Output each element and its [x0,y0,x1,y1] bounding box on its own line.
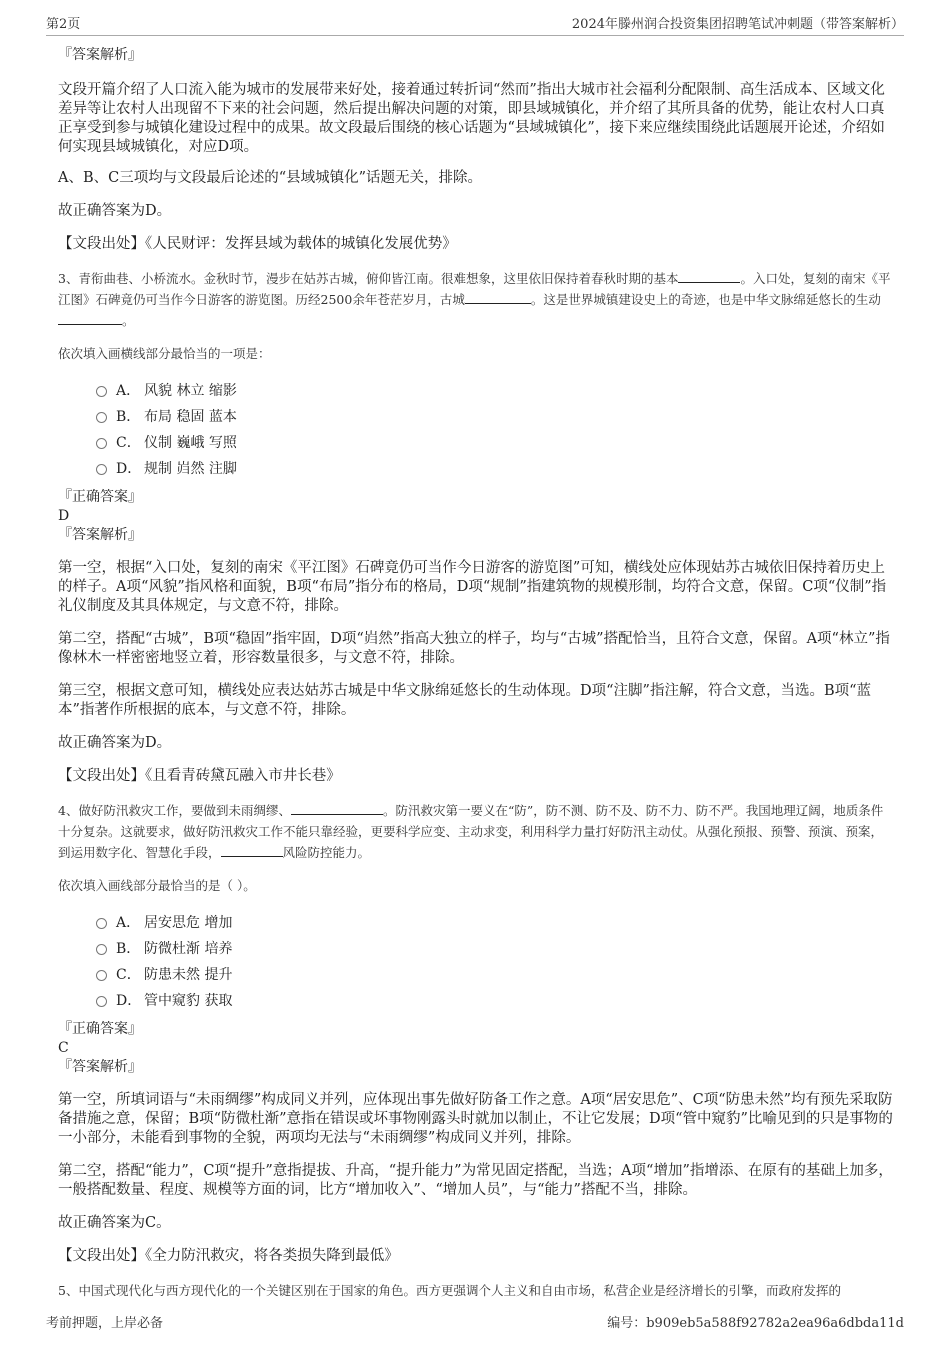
analysis-paragraph: 文段开篇介绍了人口流入能为城市的发展带来好处，接着通过转折词“然而”指出大城市社会福利分配限制、高生活成本、区域文化差异等让农村人出现留不下来的社会问题，然后提出解决问题的对策，即县域城镇化，并介绍了其所具备的优势，能让农村人口真正享受到参与城镇化建设过程中的成果。故文段最后围绕的核心话题为“县域城镇化”，接下来应继续围绕此话题展开论述，介绍如何实现县域城镇化，对应D项。 [58,82,885,155]
option-b[interactable]: B． 布局 稳固 蓝本 [96,404,894,430]
analysis-label: 『答案解析』 [58,527,142,543]
analysis-paragraph: A、B、C三项均与文段最后论述的“县域城镇化”话题无关，排除。 [58,170,483,186]
document-body [58,46,894,1301]
correct-answer-statement: 故正确答案为C。 [58,1215,171,1231]
document-title: 2024年滕州润合投资集团招聘笔试冲刺题（带答案解析） [571,17,904,32]
analysis-paragraph: 第二空，搭配“能力”，C项“提升”意指提拔、升高，“提升能力”为常见固定搭配，当选；A项“增加”指增添、在原有的基础上加多，一般搭配数量、程度、规模等方面的词，比方“增加收入”、“增加人员”，与“能力”搭配不当，排除。 [58,1163,893,1198]
analysis-paragraph: 第二空，搭配“古城”，B项“稳固”指牢固，D项“岿然”指高大独立的样子，均与“古城”搭配恰当，且符合文意，保留。A项“林立”指像林木一样密密地竖立着，形容数量很多，与文意不符，排除。 [58,631,890,666]
page-number: 第2页 [46,17,81,32]
radio-icon[interactable] [96,918,107,929]
correct-answer-statement: 故正确答案为D。 [58,735,172,751]
page-footer [46,1312,904,1331]
footer-slogan: 考前押题，上岸必备 [46,1316,164,1331]
option-c[interactable]: C． 仪制 巍峨 写照 [96,430,894,456]
fill-blank [291,802,383,815]
option-b[interactable]: B． 防微杜渐 培养 [96,936,894,962]
question-3-options [58,378,894,482]
correct-answer-label: 『正确答案』 [58,489,142,505]
source-citation: 【文段出处】《全力防汛救灾，将各类损失降到最低》 [58,1248,399,1264]
analysis-label: 『答案解析』 [58,47,142,63]
radio-icon[interactable] [96,944,107,955]
source-citation: 【文段出处】《且看青砖黛瓦融入市井长巷》 [58,768,341,784]
option-a[interactable]: A． 居安思危 增加 [96,910,894,936]
radio-icon[interactable] [96,412,107,423]
radio-icon[interactable] [96,386,107,397]
question-4-prompt: 依次填入画线部分最恰当的是（ ）。 [58,878,256,893]
correct-answer-value: C [58,1040,69,1056]
radio-icon[interactable] [96,996,107,1007]
question-3-prompt: 依次填入画横线部分最恰当的一项是： [58,346,271,361]
question-4-options [58,910,894,1014]
correct-answer-statement: 故正确答案为D。 [58,203,172,219]
analysis-label: 『答案解析』 [58,1059,142,1075]
fill-blank [221,844,283,857]
analysis-paragraph: 第一空，所填词语与“未雨绸缪”构成同义并列，应体现出事先做好防备工作之意。A项“居安思危”、C项“防患未然”均有预先采取防备措施之意，保留；B项“防微杜渐”意指在错误或坏事物刚露头时就加以制止，不让它发展；D项“管中窥豹”比喻见到的只是事物的一小部分，未能看到事物的全貌，两项均无法与“未雨绸缪”构成同义并列，排除。 [58,1092,893,1146]
correct-answer-value: D [58,508,70,524]
fill-blank [465,291,531,304]
source-citation: 【文段出处】《人民财评：发挥县域为载体的城镇化发展优势》 [58,236,457,252]
page-header [46,12,904,36]
radio-icon[interactable] [96,464,107,475]
option-d[interactable]: D． 规制 岿然 注脚 [96,456,894,482]
analysis-paragraph: 第一空，根据“入口处，复刻的南宋《平江图》石碑竟仍可当作今日游客的游览图”可知，横线处应体现姑苏古城依旧保持着历史上的样子。A项“风貌”指风格和面貌，B项“布局”指分布的格局，D项“规制”指建筑物的规模形制，均符合文意，保留。C项“仪制”指礼仪制度及其具体规定，与文意不符，排除。 [58,560,887,614]
fill-blank [58,312,122,325]
radio-icon[interactable] [96,438,107,449]
question-5-stem: 5、中国式现代化与西方现代化的一个关键区别在于国家的角色。西方更强调个人主义和自由市场，私营企业是经济增长的引擎，而政府发挥的 [58,1283,841,1298]
radio-icon[interactable] [96,970,107,981]
document-id: 编号：b909eb5a588f92782a2ea96a6dbda11d [607,1316,904,1331]
fill-blank [678,270,740,283]
correct-answer-label: 『正确答案』 [58,1021,142,1037]
option-c[interactable]: C． 防患未然 提升 [96,962,894,988]
option-d[interactable]: D． 管中窥豹 获取 [96,988,894,1014]
analysis-paragraph: 第三空，根据文意可知，横线处应表达姑苏古城是中华文脉绵延悠长的生动体现。D项“注脚”指注解，符合文意，当选。B项“蓝本”指著作所根据的底本，与文意不符，排除。 [58,683,872,718]
option-a[interactable]: A． 风貌 林立 缩影 [96,378,894,404]
question-4-stem: 4、做好防汛救灾工作，要做到未雨绸缪、 。防汛救灾第一要义在“防”，防不测、防不及、防不力、防不严。我国地理辽阔，地质条件十分复杂。这就要求，做好防汛救灾工作不能只靠经验，更要科学应变、主动求变，利用科学力量打好防汛主动仗。从强化预报、预警、预演、预案，到运用数字化、智慧化手段， 风险防控能力。 [58,803,884,860]
question-3-stem: 3、青衔曲巷、小桥流水。金秋时节，漫步在姑苏古城，俯仰皆江南。很难想象，这里依旧保持着春秋时期的基本 。入口处，复刻的南宋《平江图》石碑竟仍可当作今日游客的游览图。历经2500余年苍茫岁月，古城 。这是世界城镇建设史上的奇迹，也是中华文脉绵延悠长的生动。 [58,271,891,328]
